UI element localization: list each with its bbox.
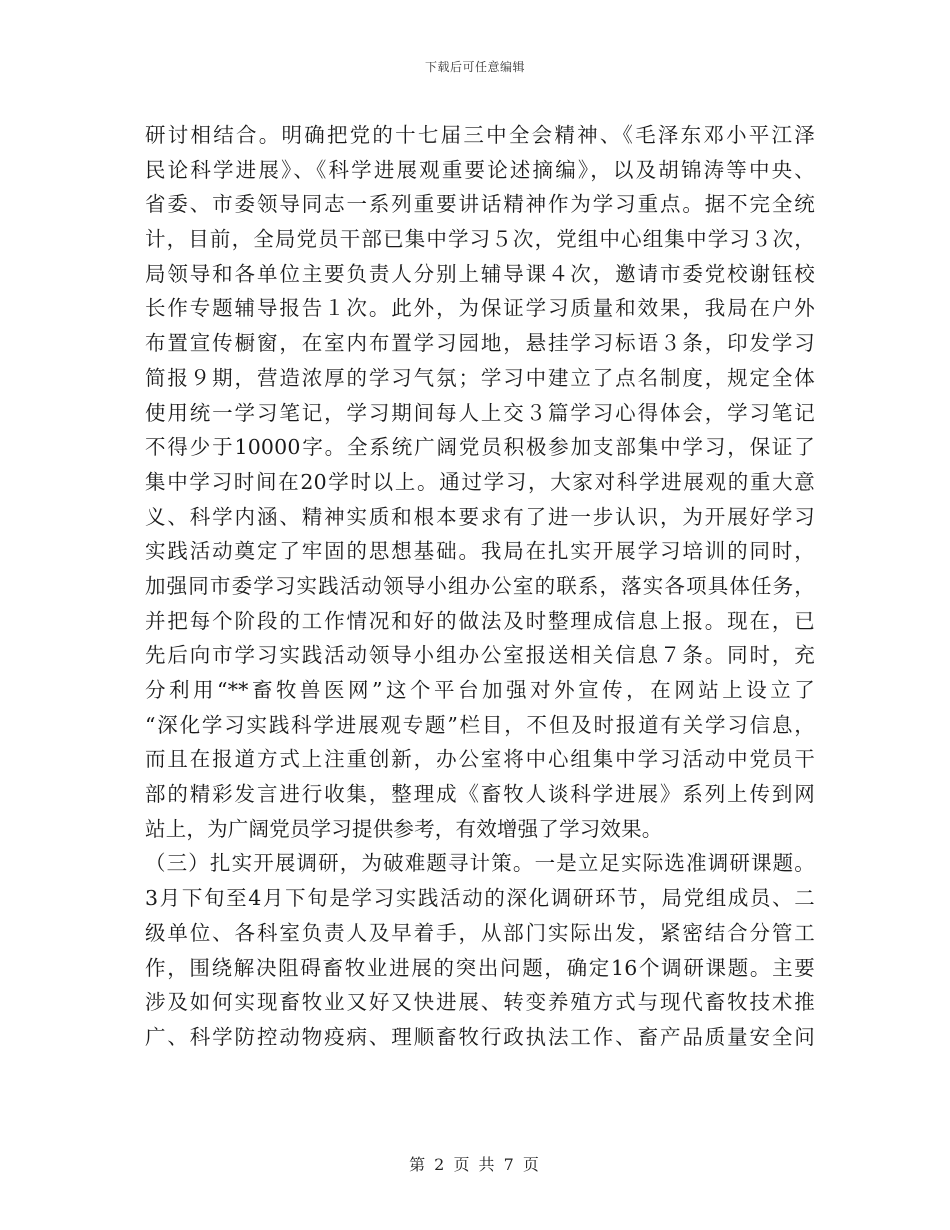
body-line: “深化学习实践科学进展观专题”栏目，不但及时报道有关学习信息， bbox=[145, 712, 815, 737]
body-line: 先后向市学习实践活动领导小组办公室报送相关信息７条。同时，充 bbox=[145, 643, 815, 668]
body-line: 使用统一学习笔记，学习期间每人上交３篇学习心得体会，学习笔记 bbox=[145, 400, 815, 425]
body-line: 并把每个阶段的工作情况和好的做法及时整理成信息上报。现在，已 bbox=[145, 608, 815, 633]
document-body bbox=[145, 118, 815, 1055]
body-line: 研讨相结合。明确把党的十七届三中全会精神、《毛泽东邓小平江泽 bbox=[145, 123, 815, 147]
body-line: 部的精彩发言进行收集，整理成《畜牧人谈科学进展》系列上传到网 bbox=[145, 782, 815, 807]
page-footer: 第 2 页 共 7 页 bbox=[409, 1155, 541, 1174]
page-header: 下载后可任意编辑 bbox=[424, 60, 525, 74]
body-line: 而且在报道方式上注重创新，办公室将中心组集中学习活动中党员干 bbox=[145, 747, 815, 772]
body-line: 3月下旬至4月下旬是学习实践活动的深化调研环节，局党组成员、二 bbox=[145, 886, 815, 911]
body-line: 省委、市委领导同志一系列重要讲话精神作为学习重点。据不完全统 bbox=[145, 192, 815, 217]
body-line: 级单位、各科室负责人及早着手，从部门实际出发，紧密结合分管工 bbox=[145, 920, 815, 945]
body-line: 局领导和各单位主要负责人分别上辅导课４次，邀请市委党校谢钰校 bbox=[145, 261, 815, 286]
body-line: 加强同市委学习实践活动领导小组办公室的联系，落实各项具体任务， bbox=[145, 573, 815, 598]
body-line: 民论科学进展》、《科学进展观重要论述摘编》，以及胡锦涛等中央、 bbox=[145, 157, 815, 182]
body-line: 站上，为广阔党员学习提供参考，有效增强了学习效果。 bbox=[145, 816, 663, 841]
body-line: 分利用“**畜牧兽医网”这个平台加强对外宣传，在网站上设立了 bbox=[145, 678, 815, 702]
section-heading-line: （三）扎实开展调研，为破难题寻计策。一是立足实际选准调研课题。 bbox=[145, 851, 815, 876]
body-line: 广、科学防控动物疫病、理顺畜牧行政执法工作、畜产品质量安全问 bbox=[145, 1024, 815, 1049]
body-line: 集中学习时间在20学时以上。通过学习，大家对科学进展观的重大意 bbox=[145, 469, 815, 494]
body-line: 义、科学内涵、精神实质和根本要求有了进一步认识，为开展好学习 bbox=[145, 504, 815, 529]
body-line: 计，目前，全局党员干部已集中学习５次，党组中心组集中学习３次， bbox=[145, 227, 815, 252]
body-line: 布置宣传橱窗，在室内布置学习园地，悬挂学习标语３条，印发学习 bbox=[145, 331, 815, 356]
body-line: 不得少于10000字。全系统广阔党员积极参加支部集中学习，保证了 bbox=[145, 435, 815, 460]
body-line: 作，围绕解决阻碍畜牧业进展的突出问题，确定16个调研课题。主要 bbox=[145, 955, 815, 980]
body-line: 涉及如何实现畜牧业又好又快进展、转变养殖方式与现代畜牧技术推 bbox=[145, 990, 815, 1015]
body-line: 简报９期，营造浓厚的学习气氛；学习中建立了点名制度，规定全体 bbox=[145, 365, 815, 390]
body-line: 实践活动奠定了牢固的思想基础。我局在扎实开展学习培训的同时， bbox=[145, 539, 815, 564]
body-line: 长作专题辅导报告１次。此外，为保证学习质量和效果，我局在户外 bbox=[145, 296, 815, 321]
